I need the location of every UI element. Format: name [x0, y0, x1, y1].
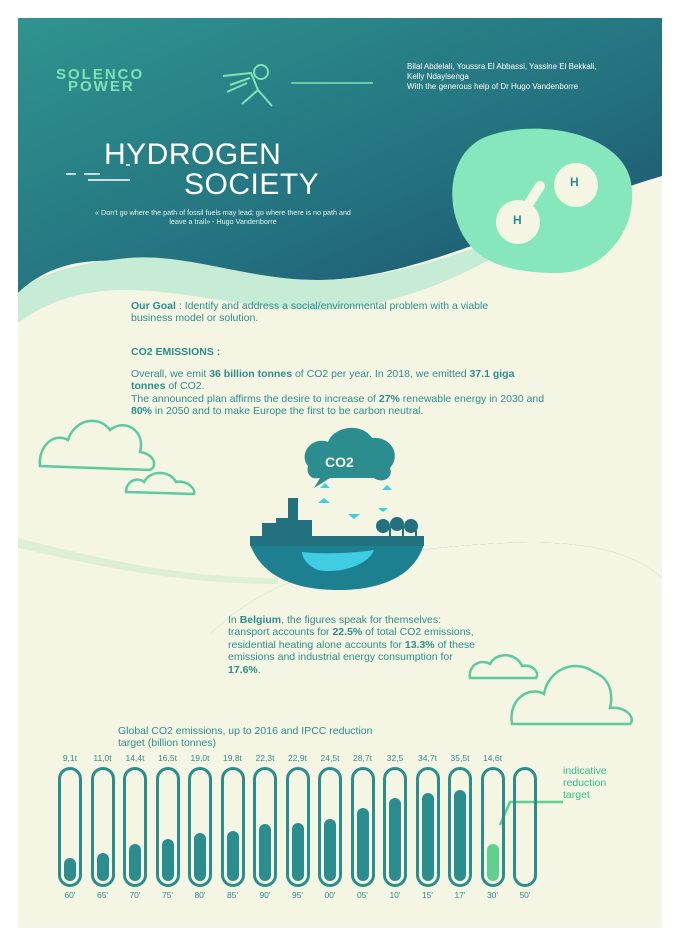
bar-category-label-2: 70': [129, 890, 141, 900]
authors-line-1: Bilal Abdelali, Youssra El Abbassi, Yassine El Bekkali,: [407, 62, 597, 71]
bar-fill-4: [194, 833, 206, 881]
bar-tube-10: [383, 767, 407, 887]
bar-value-label-6: 22,3t: [255, 753, 275, 763]
bar-category-label-10: 10': [389, 890, 401, 900]
bar-category-label-8: 00': [324, 890, 336, 900]
bar-category-label-7: 95': [291, 890, 304, 900]
bar-tube-11: [416, 767, 440, 887]
logo-line-2: POWER: [68, 78, 135, 95]
bar-fill-5: [227, 831, 239, 881]
bar-value-label-11: 34,7t: [418, 753, 437, 763]
bar-value-label-1: 11,0t: [93, 753, 112, 763]
bar-category-label-12: 17': [454, 890, 466, 900]
bar-tube-5: [221, 767, 245, 887]
bar-category-label-9: 05': [356, 890, 369, 900]
bar-fill-7: [292, 823, 304, 881]
bar-fill-2: [129, 844, 141, 881]
title-line-2: SOCIETY: [184, 168, 320, 201]
bar-fill-12: [454, 790, 466, 881]
bar-fill-10: [389, 798, 401, 881]
bar-value-label-7: 22,9t: [288, 753, 307, 763]
bar-tube-14: [513, 767, 537, 887]
bar-category-label-0: 60': [64, 890, 76, 900]
bar-category-label-1: 65': [96, 890, 109, 900]
co2-heading: CO2 EMISSIONS :: [131, 346, 221, 358]
bar-tube-0: [58, 767, 82, 887]
co2-cloud-label: CO2: [325, 454, 354, 470]
chart-annotation: indicative reduction target: [563, 765, 607, 801]
bar-fill-3: [162, 839, 174, 881]
bar-value-label-13: 14,6t: [483, 753, 502, 763]
bar-value-label-9: 28,7t: [353, 753, 372, 763]
bar-fill-11: [422, 793, 434, 881]
authors-line-3: With the generous help of Dr Hugo Vandenborre: [407, 82, 579, 91]
authors-line-2: Kelly Ndayisenga: [407, 72, 469, 81]
atom-label-2: H: [513, 213, 522, 227]
bar-tube-12: [448, 767, 472, 887]
bar-tube-8: [318, 767, 342, 887]
bar-value-label-8: 24,5t: [320, 753, 340, 763]
bar-category-label-4: 80': [194, 890, 206, 900]
bar-tube-1: [91, 767, 115, 887]
bar-tube-13: [481, 767, 505, 887]
infographic-page: [18, 18, 662, 928]
bar-fill-6: [259, 824, 271, 881]
bar-category-label-14: 50': [519, 890, 531, 900]
bar-category-label-6: 90': [259, 890, 271, 900]
bar-tube-3: [156, 767, 180, 887]
bar-fill-8: [324, 819, 336, 881]
title-line-1: HYDROGEN: [104, 138, 282, 171]
bar-value-label-4: 19,0t: [190, 753, 210, 763]
goal-paragraph: Our Goal : Identify and address a social/environmental problem with a viable business model or solution.: [131, 300, 489, 325]
bar-value-label-5: 19,8t: [223, 753, 242, 763]
belgium-paragraph: In Belgium, the figures speak for themselves: transport accounts for 22.5% of total CO2 emissions, residential heating alone accounts for 13.3% of these emissions and industrial energy consumption for 17.6%.: [228, 614, 475, 676]
bar-value-label-2: 14,4t: [125, 753, 145, 763]
bar-tube-6: [253, 767, 277, 887]
bar-tube-4: [188, 767, 212, 887]
bar-category-label-5: 85': [226, 890, 239, 900]
bar-tube-9: [351, 767, 375, 887]
bar-fill-1: [97, 853, 109, 881]
quote: « Don't go where the path of fossil fuels may lead; go where there is no path and leave a trail» - Hugo Vandenborre: [95, 208, 351, 226]
bar-fill-0: [64, 858, 76, 881]
bar-fill-9: [357, 808, 369, 881]
overall-paragraph: Overall, we emit 36 billion tonnes of CO2 per year. In 2018, we emitted 37.1 giga tonnes of CO2. The announced plan affirms the desire to increase of 27% renewable energy in 2030 and 80% in 2050 and to make Europe the first to be carbon neutral.: [131, 368, 545, 418]
bar-value-label-0: 9,1t: [62, 753, 78, 763]
cloud-right-small: [470, 655, 537, 678]
bar-value-label-10: 32,5: [386, 753, 404, 763]
authors-block: [407, 62, 657, 92]
bar-category-label-11: 15': [421, 890, 434, 900]
bar-value-label-12: 35,5t: [450, 753, 470, 763]
bar-tube-2: [123, 767, 147, 887]
chart-title: Global CO2 emissions, up to 2016 and IPCC reduction target (billion tonnes): [118, 725, 373, 749]
atom-label-1: H: [570, 175, 579, 189]
goal-label: Our Goal: [131, 300, 176, 312]
bar-fill-13: [487, 844, 499, 881]
logo-line-1: SOLENCO: [56, 66, 145, 83]
bar-value-label-3: 16,5t: [158, 753, 177, 763]
bar-category-label-3: 75': [161, 890, 174, 900]
bar-category-label-13: 30': [486, 890, 499, 900]
hydrogen-blob: [452, 129, 632, 273]
cloud-right-large: [512, 666, 632, 724]
bar-tube-7: [286, 767, 310, 887]
